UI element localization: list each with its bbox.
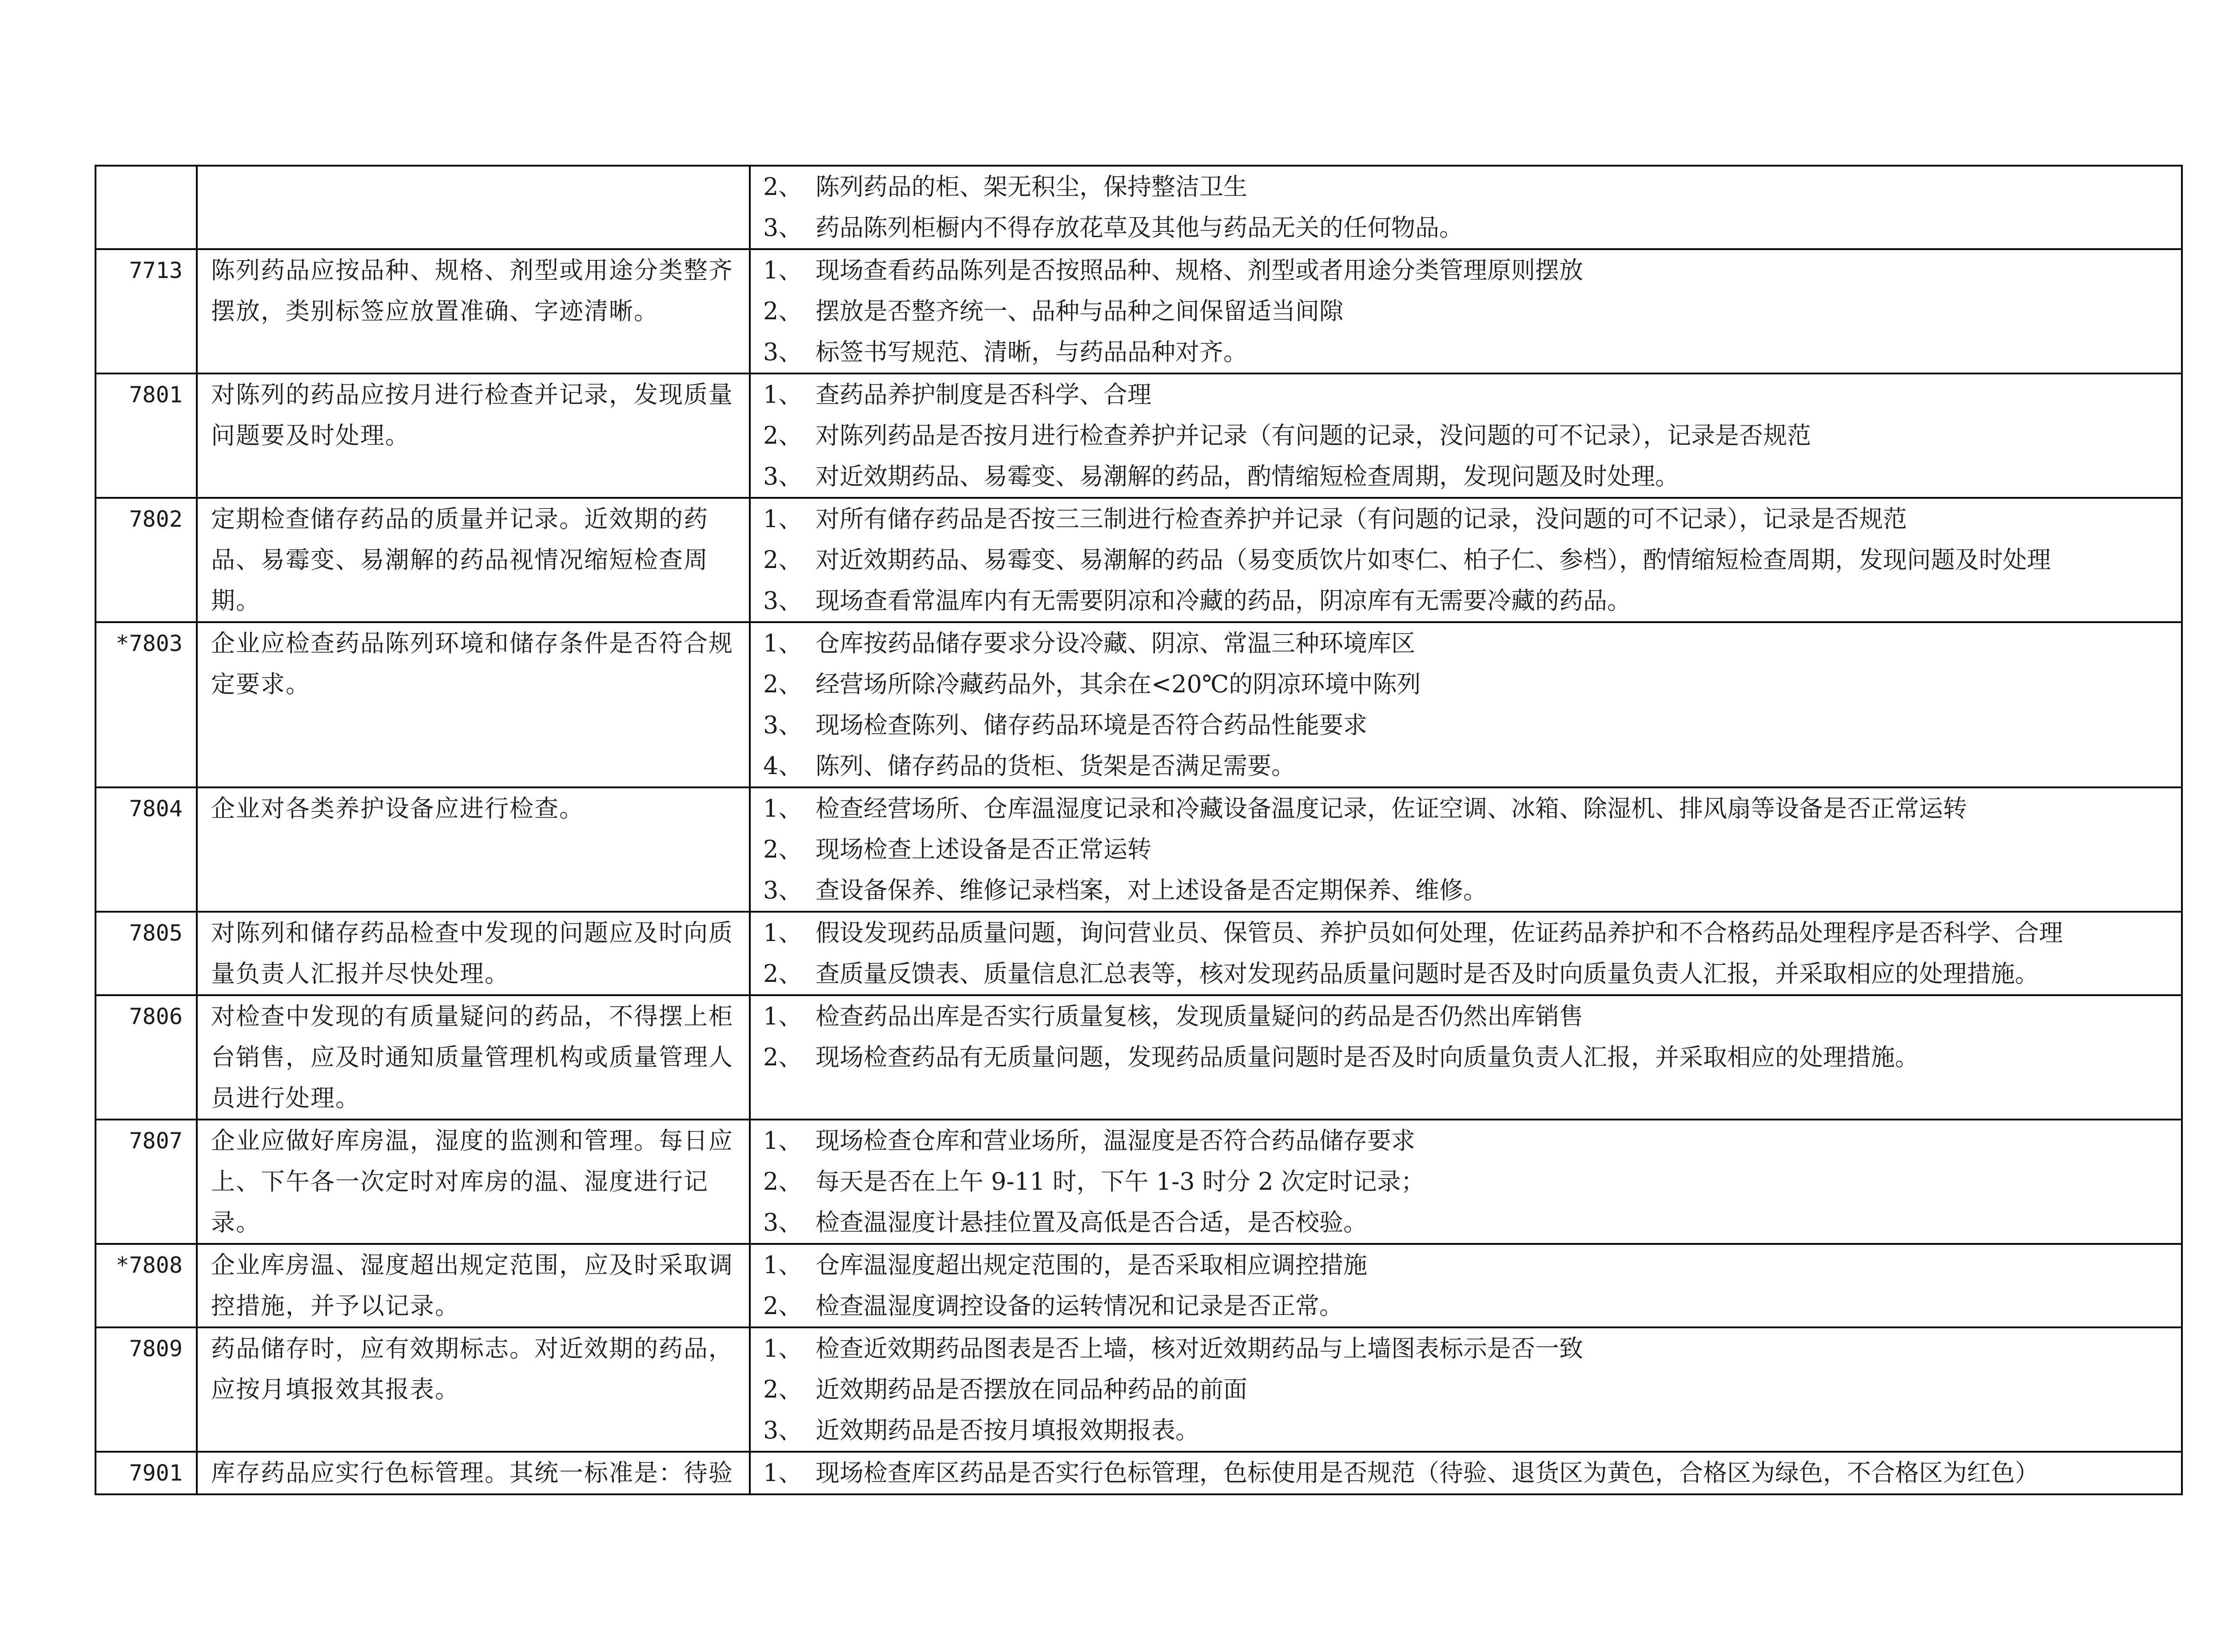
- table-row: [96, 166, 2182, 249]
- check-item: [763, 1286, 2172, 1326]
- item-code: 7809: [96, 1327, 197, 1452]
- requirement-text: 定期检查储存药品的质量并记录。近效期的药品、易霉变、易潮解的药品视情况缩短检查周期。: [197, 498, 750, 622]
- table-row: [96, 995, 2182, 1120]
- check-item-text: 对近效期药品、易霉变、易潮解的药品，酌情缩短检查周期，发现问题及时处理。: [816, 462, 1679, 490]
- check-item: [763, 1037, 2172, 1078]
- check-method-list: [750, 995, 2182, 1120]
- check-item-text: 检查经营场所、仓库温湿度记录和冷藏设备温度记录，佐证空调、冰箱、除湿机、排风扇等设备是否正常运转: [816, 794, 1967, 822]
- inspection-table-body: [96, 166, 2182, 1494]
- check-item-number: 4、: [763, 752, 803, 780]
- check-item-text: 陈列、储存药品的货柜、货架是否满足需要。: [816, 752, 1295, 780]
- check-item-text: 近效期药品是否摆放在同品种药品的前面: [816, 1375, 1247, 1403]
- check-item-text: 检查近效期药品图表是否上墙，核对近效期药品与上墙图表标示是否一致: [816, 1334, 1583, 1362]
- check-item: [763, 996, 2172, 1037]
- check-item-text: 现场查看药品陈列是否按照品种、规格、剂型或者用途分类管理原则摆放: [816, 256, 1583, 284]
- check-item: [763, 499, 2172, 540]
- table-row: [96, 249, 2182, 373]
- check-item: [763, 870, 2172, 911]
- requirement-text: 企业对各类养护设备应进行检查。: [197, 787, 750, 912]
- check-item: [763, 456, 2172, 497]
- check-item: [763, 1328, 2172, 1369]
- check-item-number: 3、: [763, 876, 803, 904]
- check-item-text: 对近效期药品、易霉变、易潮解的药品（易变质饮片如枣仁、柏子仁、参档），酌情缩短检查周期，发现问题及时处理: [816, 546, 2051, 574]
- check-item: [763, 1202, 2172, 1243]
- requirement-text: 对陈列的药品应按月进行检查并记录，发现质量问题要及时处理。: [197, 373, 750, 498]
- item-code: 7901: [96, 1452, 197, 1494]
- check-item-text: 对陈列药品是否按月进行检查养护并记录（有问题的记录，没问题的可不记录），记录是否规范: [816, 421, 1811, 449]
- check-item: [763, 167, 2172, 207]
- requirement-text: 对检查中发现的有质量疑问的药品，不得摆上柜台销售，应及时通知质量管理机构或质量管理人员进行处理。: [197, 995, 750, 1120]
- check-item-number: 3、: [763, 462, 803, 490]
- check-item-text: 每天是否在上午 9-11 时，下午 1-3 时分 2 次定时记录；: [816, 1168, 1425, 1195]
- check-method-list: [750, 912, 2182, 995]
- check-item: [763, 332, 2172, 373]
- check-item-number: 2、: [763, 960, 803, 988]
- check-item-number: 1、: [763, 1334, 803, 1362]
- check-item: [763, 374, 2172, 415]
- check-method-list: [750, 1327, 2182, 1452]
- check-item-number: 1、: [763, 381, 803, 409]
- check-item-text: 陈列药品的柜、架无积尘，保持整洁卫生: [816, 173, 1247, 201]
- check-item-number: 1、: [763, 919, 803, 947]
- check-item-text: 现场检查库区药品是否实行色标管理，色标使用是否规范（待验、退货区为黄色，合格区为绿色，不合格区为红色）: [816, 1459, 2039, 1487]
- check-method-list: [750, 1452, 2182, 1494]
- item-code: 7801: [96, 373, 197, 498]
- check-method-list: [750, 166, 2182, 249]
- requirement-text: [197, 166, 750, 249]
- requirement-text: 企业库房温、湿度超出规定范围，应及时采取调控措施，并予以记录。: [197, 1244, 750, 1327]
- check-method-list: [750, 787, 2182, 912]
- check-item-text: 现场查看常温库内有无需要阴凉和冷藏的药品，阴凉库有无需要冷藏的药品。: [816, 587, 1631, 615]
- check-item: [763, 664, 2172, 705]
- item-code: 7807: [96, 1120, 197, 1244]
- table-row: [96, 373, 2182, 498]
- check-item: [763, 1120, 2172, 1161]
- check-item: [763, 1453, 2172, 1493]
- check-method-list: [750, 373, 2182, 498]
- check-item: [763, 953, 2172, 994]
- check-item: [763, 913, 2172, 953]
- check-item-text: 查药品养护制度是否科学、合理: [816, 381, 1151, 409]
- item-code: 7804: [96, 787, 197, 912]
- check-item-number: 2、: [763, 670, 803, 698]
- item-code: 7802: [96, 498, 197, 622]
- table-row: [96, 498, 2182, 622]
- check-item-number: 2、: [763, 173, 803, 201]
- check-item-text: 摆放是否整齐统一、品种与品种之间保留适当间隙: [816, 297, 1343, 325]
- check-item-number: 2、: [763, 1292, 803, 1320]
- check-method-list: [750, 622, 2182, 787]
- check-item: [763, 1369, 2172, 1410]
- check-item-number: 1、: [763, 1002, 803, 1030]
- requirement-text: 药品储存时，应有效期标志。对近效期的药品，应按月填报效其报表。: [197, 1327, 750, 1452]
- item-code: 7713: [96, 249, 197, 373]
- check-item-number: 1、: [763, 1127, 803, 1155]
- check-item-text: 现场检查仓库和营业场所，温湿度是否符合药品储存要求: [816, 1127, 1415, 1155]
- check-item: [763, 788, 2172, 829]
- check-item: [763, 829, 2172, 870]
- table-row: [96, 1244, 2182, 1327]
- check-item-text: 检查温湿度计悬挂位置及高低是否合适，是否校验。: [816, 1208, 1367, 1236]
- requirement-text: 对陈列和储存药品检查中发现的问题应及时向质量负责人汇报并尽快处理。: [197, 912, 750, 995]
- table-row: [96, 622, 2182, 787]
- item-code: *7803: [96, 622, 197, 787]
- check-item-number: 2、: [763, 1375, 803, 1403]
- check-item-number: 2、: [763, 297, 803, 325]
- table-row: [96, 1120, 2182, 1244]
- check-item: [763, 623, 2172, 664]
- inspection-table: [95, 165, 2183, 1495]
- check-item-number: 2、: [763, 1043, 803, 1071]
- check-method-list: [750, 1120, 2182, 1244]
- check-item-text: 对所有储存药品是否按三三制进行检查养护并记录（有问题的记录，没问题的可不记录），记录是否规范: [816, 505, 1907, 533]
- check-item-number: 1、: [763, 1251, 803, 1279]
- check-item-number: 1、: [763, 505, 803, 533]
- check-item-number: 2、: [763, 1168, 803, 1195]
- check-item-text: 假设发现药品质量问题，询问营业员、保管员、养护员如何处理，佐证药品养护和不合格药品处理程序是否科学、合理: [816, 919, 2063, 947]
- check-item-number: 3、: [763, 711, 803, 739]
- check-item-text: 现场检查陈列、储存药品环境是否符合药品性能要求: [816, 711, 1367, 739]
- check-item-number: 3、: [763, 587, 803, 615]
- check-item: [763, 1410, 2172, 1451]
- check-item-number: 2、: [763, 421, 803, 449]
- check-method-list: [750, 249, 2182, 373]
- check-item-text: 仓库按药品储存要求分设冷藏、阴凉、常温三种环境库区: [816, 629, 1415, 657]
- check-item: [763, 250, 2172, 291]
- check-item: [763, 746, 2172, 786]
- check-item-text: 标签书写规范、清晰，与药品品种对齐。: [816, 338, 1247, 366]
- table-row: [96, 1327, 2182, 1452]
- check-item: [763, 1161, 2172, 1202]
- check-item-text: 查质量反馈表、质量信息汇总表等，核对发现药品质量问题时是否及时向质量负责人汇报，并采取相应的处理措施。: [816, 960, 2039, 988]
- check-item: [763, 540, 2172, 580]
- check-item: [763, 1245, 2172, 1286]
- check-item: [763, 580, 2172, 621]
- table-row: [96, 787, 2182, 912]
- check-item-text: 现场检查药品有无质量问题，发现药品质量问题时是否及时向质量负责人汇报，并采取相应的处理措施。: [816, 1043, 1919, 1071]
- check-method-list: [750, 498, 2182, 622]
- requirement-text: 企业应做好库房温，湿度的监测和管理。每日应上、下午各一次定时对库房的温、湿度进行记录。: [197, 1120, 750, 1244]
- check-item-number: 2、: [763, 835, 803, 863]
- requirement-text: 库存药品应实行色标管理。其统一标准是：待验: [197, 1452, 750, 1494]
- check-item-text: 近效期药品是否按月填报效期报表。: [816, 1416, 1199, 1444]
- item-code: 7805: [96, 912, 197, 995]
- item-code: [96, 166, 197, 249]
- check-item-text: 检查温湿度调控设备的运转情况和记录是否正常。: [816, 1292, 1343, 1320]
- check-item: [763, 207, 2172, 248]
- check-item-text: 药品陈列柜橱内不得存放花草及其他与药品无关的任何物品。: [816, 214, 1463, 242]
- check-item: [763, 415, 2172, 456]
- check-item-number: 3、: [763, 338, 803, 366]
- check-method-list: [750, 1244, 2182, 1327]
- check-item-number: 1、: [763, 256, 803, 284]
- check-item-text: 经营场所除冷藏药品外，其余在<20℃的阴凉环境中陈列: [816, 670, 1421, 698]
- check-item-number: 1、: [763, 1459, 803, 1487]
- requirement-text: 企业应检查药品陈列环境和储存条件是否符合规定要求。: [197, 622, 750, 787]
- check-item: [763, 291, 2172, 332]
- check-item-text: 检查药品出库是否实行质量复核，发现质量疑问的药品是否仍然出库销售: [816, 1002, 1583, 1030]
- check-item: [763, 705, 2172, 746]
- check-item-text: 仓库温湿度超出规定范围的，是否采取相应调控措施: [816, 1251, 1367, 1279]
- check-item-text: 查设备保养、维修记录档案，对上述设备是否定期保养、维修。: [816, 876, 1487, 904]
- requirement-text: 陈列药品应按品种、规格、剂型或用途分类整齐摆放，类别标签应放置准确、字迹清晰。: [197, 249, 750, 373]
- check-item-number: 1、: [763, 794, 803, 822]
- check-item-text: 现场检查上述设备是否正常运转: [816, 835, 1151, 863]
- item-code: 7806: [96, 995, 197, 1120]
- check-item-number: 3、: [763, 1208, 803, 1236]
- table-row: [96, 912, 2182, 995]
- check-item-number: 3、: [763, 1416, 803, 1444]
- item-code: *7808: [96, 1244, 197, 1327]
- table-row: [96, 1452, 2182, 1494]
- check-item-number: 2、: [763, 546, 803, 574]
- check-item-number: 3、: [763, 214, 803, 242]
- check-item-number: 1、: [763, 629, 803, 657]
